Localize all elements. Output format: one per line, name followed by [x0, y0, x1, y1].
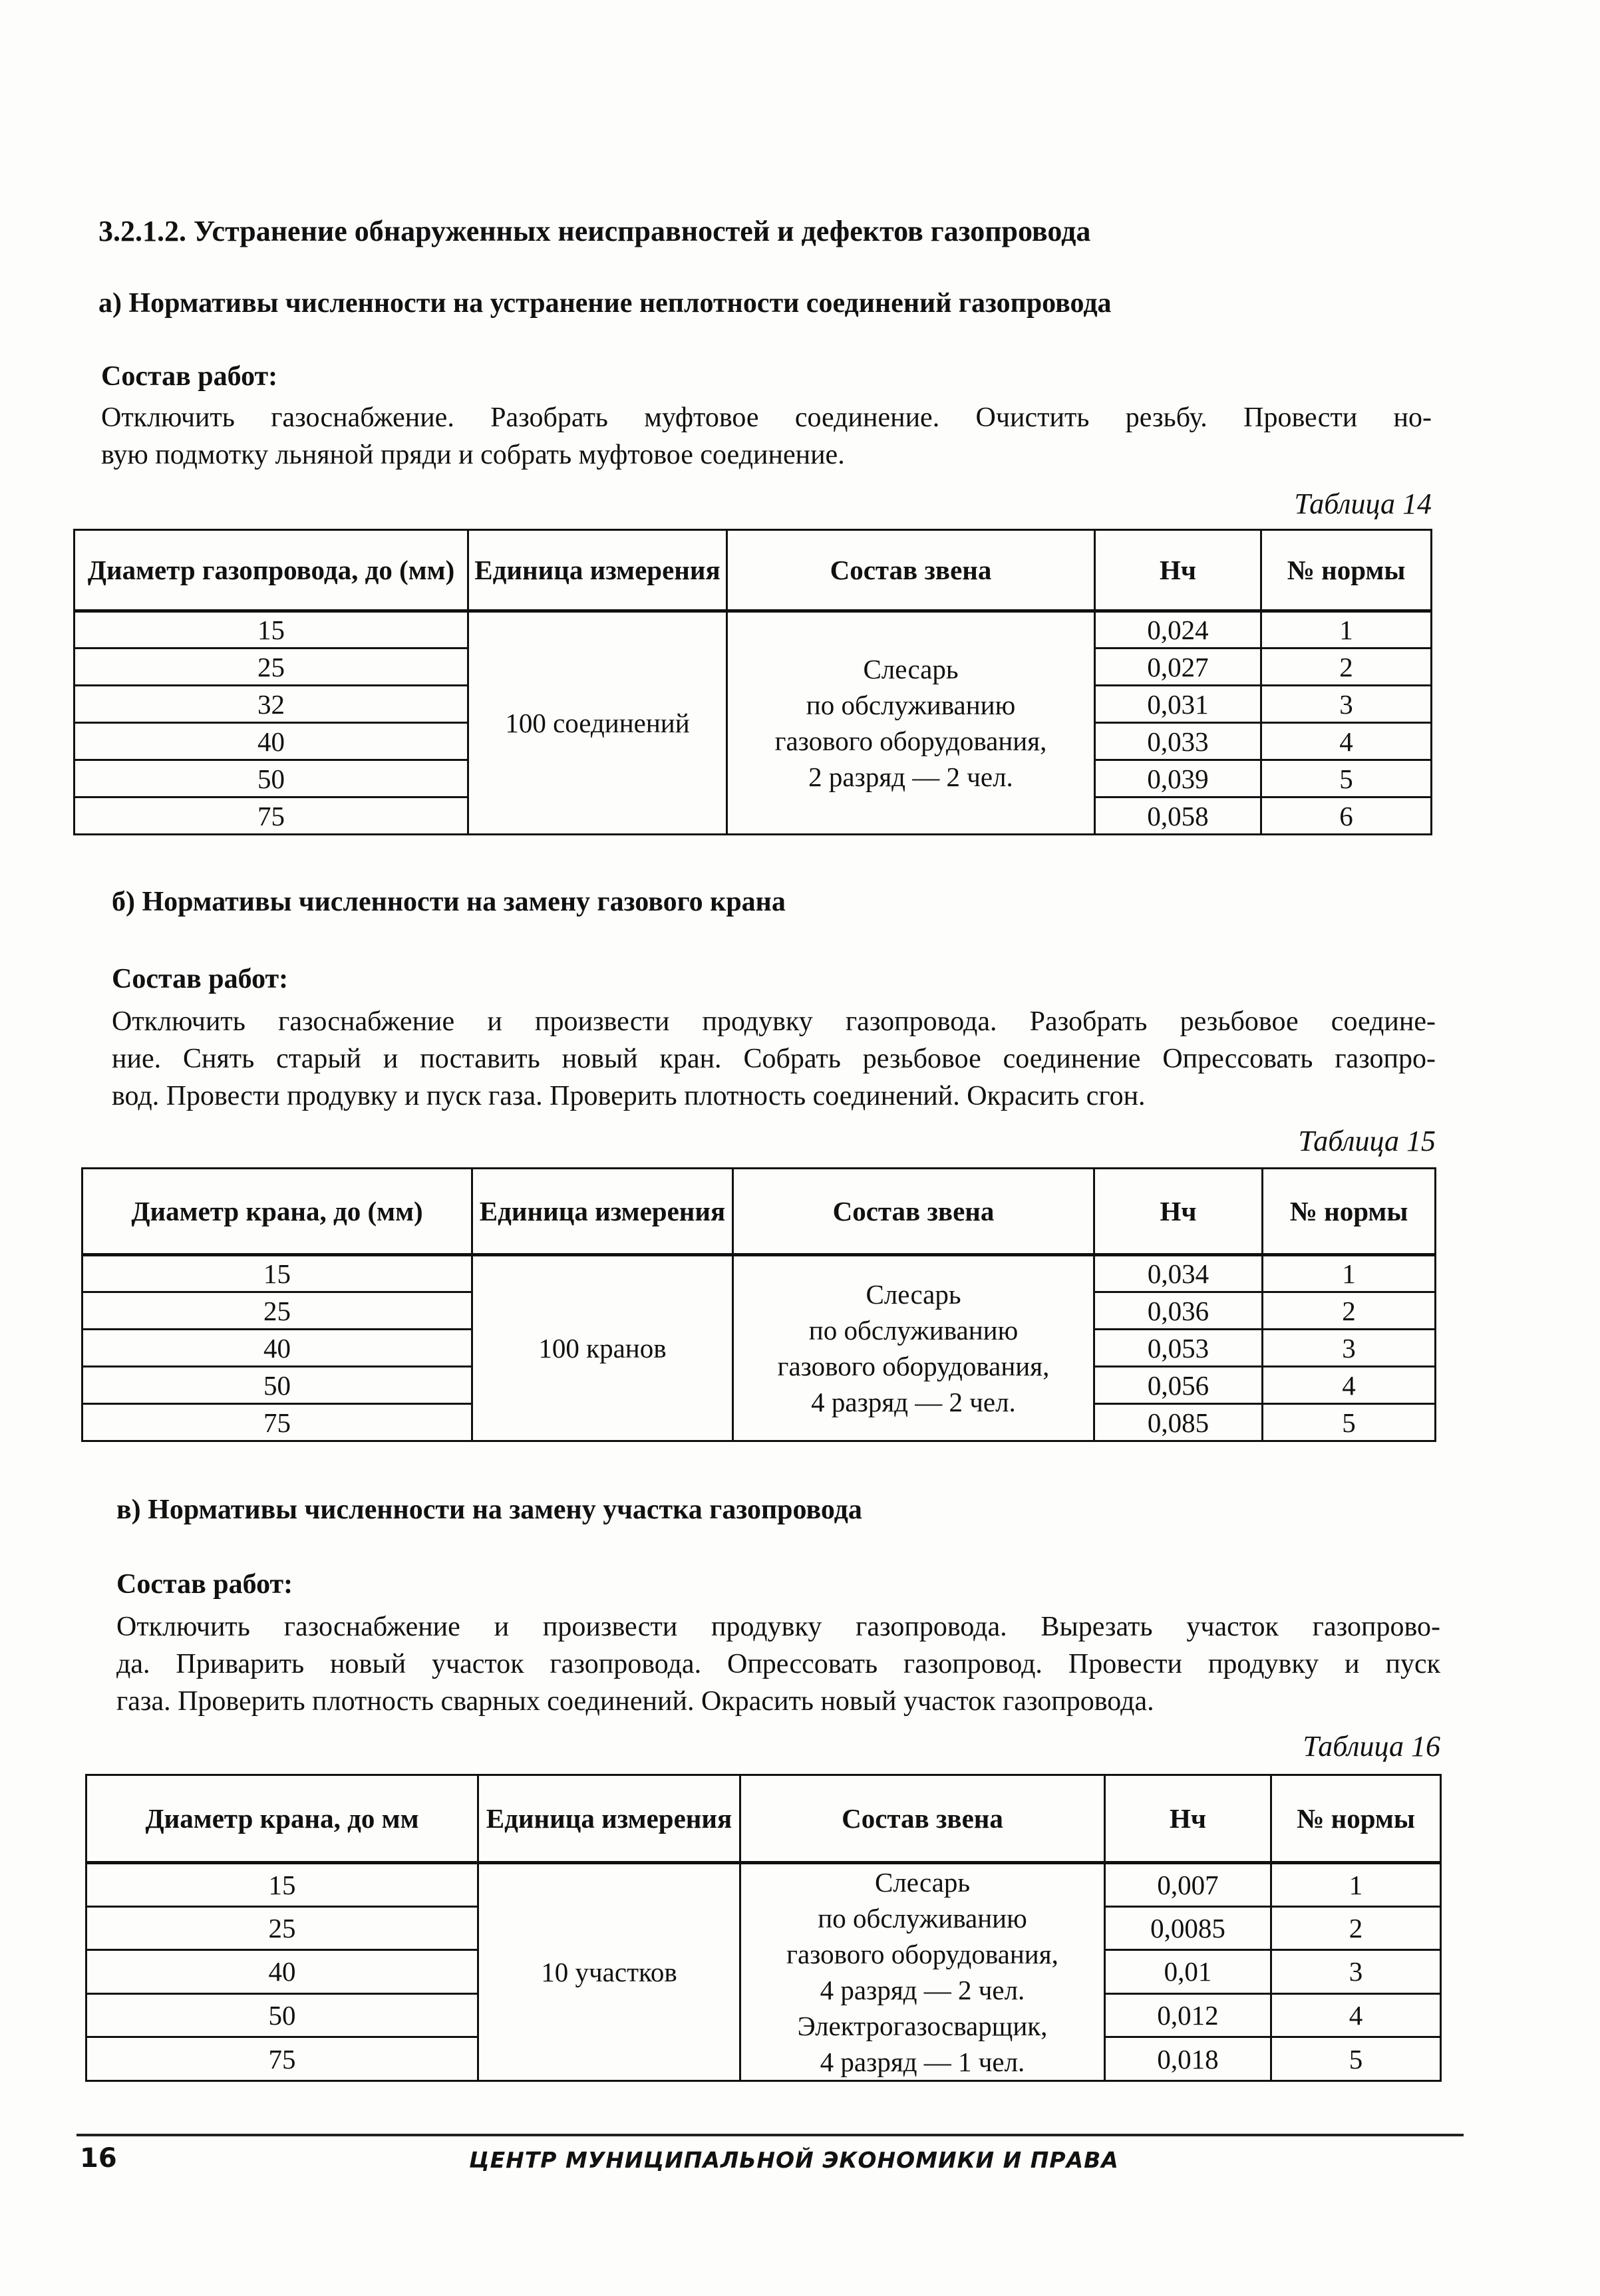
part-a-text-line: вую подмотку льняной пряди и собрать муфтовое соединение.	[101, 440, 845, 470]
part-b-heading: б) Нормативы численности на замену газового крана	[112, 887, 786, 917]
cell-crew	[740, 1863, 1105, 2081]
crew-line: по обслуживанию	[818, 1903, 1027, 1934]
table-15	[81, 1167, 1436, 1442]
cell-norm: 0,0085	[1105, 1906, 1271, 1950]
crew-line: газового оборудования,	[774, 726, 1047, 756]
crew-line: Слесарь	[874, 1867, 971, 1898]
cell-diameter: 32	[75, 686, 468, 723]
cell-norm-number: 5	[1263, 1404, 1436, 1441]
part-b-text-line: вод. Провести продувку и пуск газа. Проверить плотность соединений. Окрасить сгон.	[112, 1081, 1146, 1111]
part-b-composition-label: Состав работ:	[112, 964, 289, 994]
header-norm: Нч	[1094, 1169, 1263, 1255]
cell-norm: 0,018	[1105, 2037, 1271, 2081]
part-a-composition-label: Состав работ:	[101, 361, 278, 392]
cell-diameter: 40	[82, 1330, 472, 1367]
cell-norm-number: 5	[1261, 760, 1432, 797]
cell-norm-number: 1	[1261, 611, 1432, 648]
cell-norm: 0,034	[1094, 1255, 1263, 1292]
crew-line: газового оборудования,	[786, 1939, 1058, 1969]
header-norm-number: № нормы	[1271, 1775, 1441, 1863]
cell-diameter: 75	[75, 797, 468, 835]
cell-diameter: 25	[86, 1906, 478, 1950]
cell-norm: 0,053	[1094, 1330, 1263, 1367]
cell-diameter: 50	[86, 1993, 478, 2037]
cell-crew	[727, 611, 1095, 835]
part-b-text-line: Отключить газоснабжение и произвести продувку газопровода. Разобрать резьбовое соедине-	[112, 1006, 1436, 1037]
cell-norm: 0,027	[1095, 648, 1261, 686]
part-c-composition-label: Состав работ:	[116, 1569, 293, 1600]
header-diameter: Диаметр газопровода, до (мм)	[75, 530, 468, 611]
publisher-name: ЦЕНТР МУНИЦИПАЛЬНОЙ ЭКОНОМИКИ И ПРАВА	[469, 2147, 1119, 2173]
table-row	[82, 1255, 1436, 1292]
cell-norm-number: 1	[1263, 1255, 1436, 1292]
cell-norm-number: 4	[1263, 1367, 1436, 1404]
cell-diameter: 50	[82, 1367, 472, 1404]
cell-unit: 100 соединений	[468, 611, 727, 835]
cell-norm: 0,012	[1105, 1993, 1271, 2037]
cell-norm: 0,058	[1095, 797, 1261, 835]
cell-norm: 0,007	[1105, 1863, 1271, 1907]
part-b-text	[112, 1003, 1436, 1115]
cell-diameter: 15	[86, 1863, 478, 1907]
header-norm-number: № нормы	[1261, 530, 1432, 611]
table-row	[86, 1863, 1441, 1907]
cell-diameter: 15	[75, 611, 468, 648]
cell-diameter: 75	[82, 1404, 472, 1441]
cell-norm-number: 4	[1271, 1993, 1441, 2037]
crew-line: 2 разряд — 2 чел.	[808, 762, 1013, 792]
section-title: 3.2.1.2. Устранение обнаруженных неисправностей и дефектов газопровода	[98, 215, 1091, 247]
cell-diameter: 25	[75, 648, 468, 686]
part-a-text	[101, 399, 1432, 474]
cell-diameter: 75	[86, 2037, 478, 2081]
header-norm: Нч	[1095, 530, 1261, 611]
cell-norm: 0,056	[1094, 1367, 1263, 1404]
cell-norm-number: 3	[1263, 1330, 1436, 1367]
table-14-caption: Таблица 14	[1294, 488, 1432, 520]
table-14	[73, 529, 1432, 835]
cell-norm-number: 3	[1271, 1950, 1441, 1994]
crew-line: 4 разряд — 1 чел.	[820, 2047, 1025, 2077]
page-number: 16	[80, 2143, 117, 2174]
cell-diameter: 25	[82, 1292, 472, 1330]
part-c-heading: в) Нормативы численности на замену участка газопровода	[116, 1495, 862, 1525]
table-15-caption: Таблица 15	[1298, 1125, 1436, 1157]
header-diameter: Диаметр крана, до мм	[86, 1775, 478, 1863]
crew-line: по обслуживанию	[806, 690, 1016, 720]
cell-diameter: 40	[86, 1950, 478, 1994]
cell-norm: 0,01	[1105, 1950, 1271, 1994]
cell-unit: 100 кранов	[472, 1255, 733, 1441]
part-c-text-line: Отключить газоснабжение и произвести продувку газопровода. Вырезать участок газопрово-	[116, 1612, 1440, 1642]
cell-norm: 0,024	[1095, 611, 1261, 648]
part-c-text-line: газа. Проверить плотность сварных соединений. Окрасить новый участок газопровода.	[116, 1686, 1154, 1717]
cell-diameter: 50	[75, 760, 468, 797]
part-c-text-line: да. Приварить новый участок газопровода. Опрессовать газопровод. Провести продувку и пуск	[116, 1649, 1440, 1679]
cell-norm-number: 4	[1261, 723, 1432, 760]
header-diameter: Диаметр крана, до (мм)	[82, 1169, 472, 1255]
crew-line: 4 разряд — 2 чел.	[811, 1387, 1016, 1417]
header-unit: Единица измерения	[468, 530, 727, 611]
cell-norm-number: 2	[1263, 1292, 1436, 1330]
header-norm-number: № нормы	[1263, 1169, 1436, 1255]
header-crew: Состав звена	[727, 530, 1095, 611]
part-c-text	[116, 1608, 1440, 1720]
crew-line: по обслуживанию	[808, 1315, 1019, 1346]
crew-line: Слесарь	[863, 654, 959, 684]
cell-norm: 0,031	[1095, 686, 1261, 723]
cell-diameter: 15	[82, 1255, 472, 1292]
part-b-text-line: ние. Снять старый и поставить новый кран. Собрать резьбовое соединение Опрессовать газопро-	[112, 1044, 1436, 1074]
crew-line: 4 разряд — 2 чел.	[820, 1975, 1025, 2005]
part-a-heading: а) Нормативы численности на устранение неплотности соединений газопровода	[98, 288, 1112, 319]
table-16-caption: Таблица 16	[1303, 1730, 1440, 1763]
header-norm: Нч	[1105, 1775, 1271, 1863]
cell-crew	[733, 1255, 1094, 1441]
cell-norm-number: 2	[1261, 648, 1432, 686]
crew-line: Электрогазосварщик,	[797, 2011, 1048, 2041]
header-unit: Единица измерения	[478, 1775, 740, 1863]
cell-diameter: 40	[75, 723, 468, 760]
cell-norm-number: 6	[1261, 797, 1432, 835]
table-16	[85, 1774, 1442, 2082]
cell-norm: 0,033	[1095, 723, 1261, 760]
header-crew: Состав звена	[740, 1775, 1105, 1863]
cell-norm-number: 1	[1271, 1863, 1441, 1907]
crew-line: Слесарь	[866, 1279, 961, 1310]
cell-unit: 10 участков	[478, 1863, 740, 2081]
crew-line: газового оборудования,	[777, 1351, 1050, 1381]
cell-norm-number: 2	[1271, 1906, 1441, 1950]
header-crew: Состав звена	[733, 1169, 1094, 1255]
cell-norm: 0,036	[1094, 1292, 1263, 1330]
cell-norm: 0,085	[1094, 1404, 1263, 1441]
part-a-text-line: Отключить газоснабжение. Разобрать муфтовое соединение. Очистить резьбу. Провести но-	[101, 402, 1432, 433]
cell-norm: 0,039	[1095, 760, 1261, 797]
header-unit: Единица измерения	[472, 1169, 733, 1255]
table-row	[75, 611, 1432, 648]
cell-norm-number: 5	[1271, 2037, 1441, 2081]
cell-norm-number: 3	[1261, 686, 1432, 723]
footer-rule	[77, 2134, 1464, 2136]
